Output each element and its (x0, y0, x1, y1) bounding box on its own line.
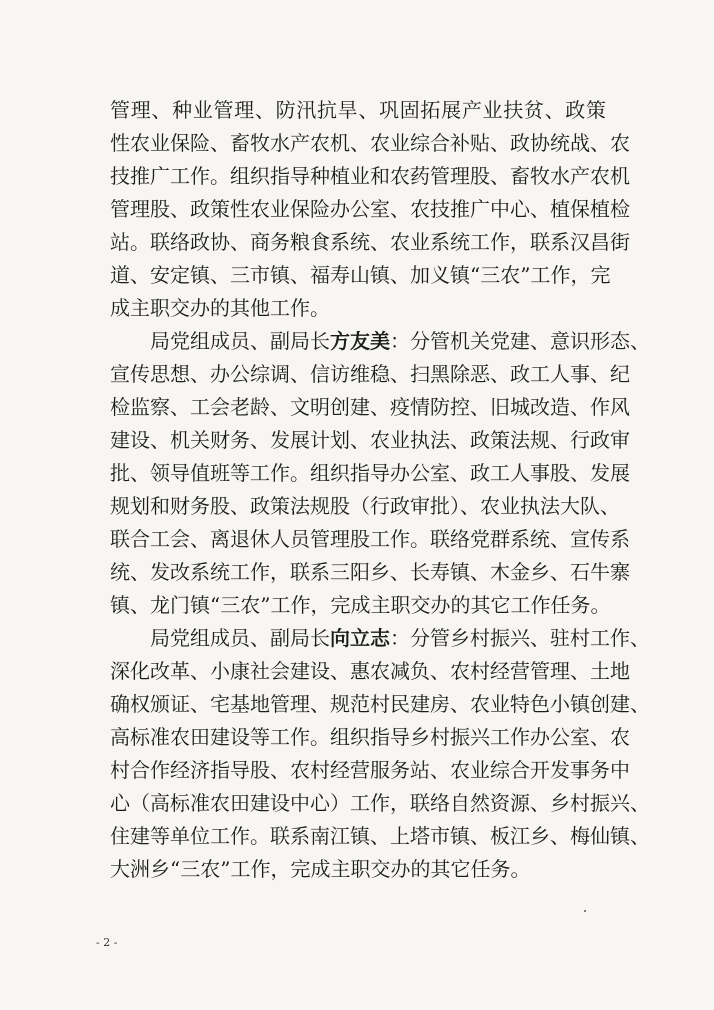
text-line: 心（高标准农田建设中心）工作，联络自然资源、乡村振兴、 (110, 791, 650, 815)
text-line: 高标准农田建设等工作。组织指导乡村振兴工作办公室、农 (110, 725, 630, 749)
text-line: 管理、种业管理、防汛抗旱、巩固拓展产业扶贫、政策 (110, 98, 606, 122)
duties-start: ：分管乡村振兴、驻村工作、 (390, 626, 650, 650)
text-line: 宣传思想、办公综调、信访维稳、扫黑除恶、政工人事、纪 (110, 362, 630, 386)
paragraph-first-line (110, 325, 650, 358)
paragraph-xiang-lizhi (110, 622, 650, 886)
text-line: 建设、机关财务、发展计划、农业执法、政策法规、行政审 (110, 428, 630, 452)
page-number: - 2 - (96, 936, 118, 949)
paragraph-continued (110, 94, 630, 325)
paragraph-first-line (110, 622, 650, 655)
person-name: 方友美 (330, 329, 390, 353)
text-line: 统、发改系统工作，联系三阳乡、长寿镇、木金乡、石牛寨 (110, 560, 630, 584)
text-line: 深化改革、小康社会建设、惠农减负、农村经营管理、土地 (110, 659, 630, 683)
document-body (110, 94, 650, 886)
role-lead: 局党组成员、副局长 (150, 626, 330, 650)
text-line: 联合工会、离退休人员管理股工作。联络党群系统、宣传系 (110, 527, 630, 551)
text-line: 住建等单位工作。联系南江镇、上塔市镇、板江乡、梅仙镇、 (110, 824, 650, 848)
paragraph-fang-youmei (110, 325, 650, 622)
text-line: 镇、龙门镇“三农”工作，完成主职交办的其它工作任务。 (110, 593, 611, 617)
scan-speck (584, 910, 586, 912)
role-lead: 局党组成员、副局长 (150, 329, 330, 353)
person-name: 向立志 (330, 626, 390, 650)
text-line: 村合作经济指导股、农村经营服务站、农业综合开发事务中 (110, 758, 630, 782)
text-line: 技推广工作。组织指导种植业和农药管理股、畜牧水产农机 (110, 164, 630, 188)
text-line: 规划和财务股、政策法规股（行政审批）、农业执法大队、 (110, 494, 620, 518)
text-line: 成主职交办的其他工作。 (110, 296, 330, 320)
duties-start: ：分管机关党建、意识形态、 (390, 329, 650, 353)
text-line: 性农业保险、畜牧水产农机、农业综合补贴、政协统战、农 (110, 131, 630, 155)
text-line: 确权颁证、宅基地管理、规范村民建房、农业特色小镇创建、 (110, 692, 650, 716)
text-line: 批、领导值班等工作。组织指导办公室、政工人事股、发展 (110, 461, 630, 485)
text-line: 检监察、工会老龄、文明创建、疫情防控、旧城改造、作风 (110, 395, 630, 419)
text-line: 大洲乡“三农”工作，完成主职交办的其它任务。 (110, 857, 531, 881)
text-line: 站。联络政协、商务粮食系统、农业系统工作，联系汉昌街 (110, 230, 630, 254)
text-line: 管理股、政策性农业保险办公室、农技推广中心、植保植检 (110, 197, 630, 221)
text-line: 道、安定镇、三市镇、福寿山镇、加义镇“三农”工作，完 (110, 263, 611, 287)
